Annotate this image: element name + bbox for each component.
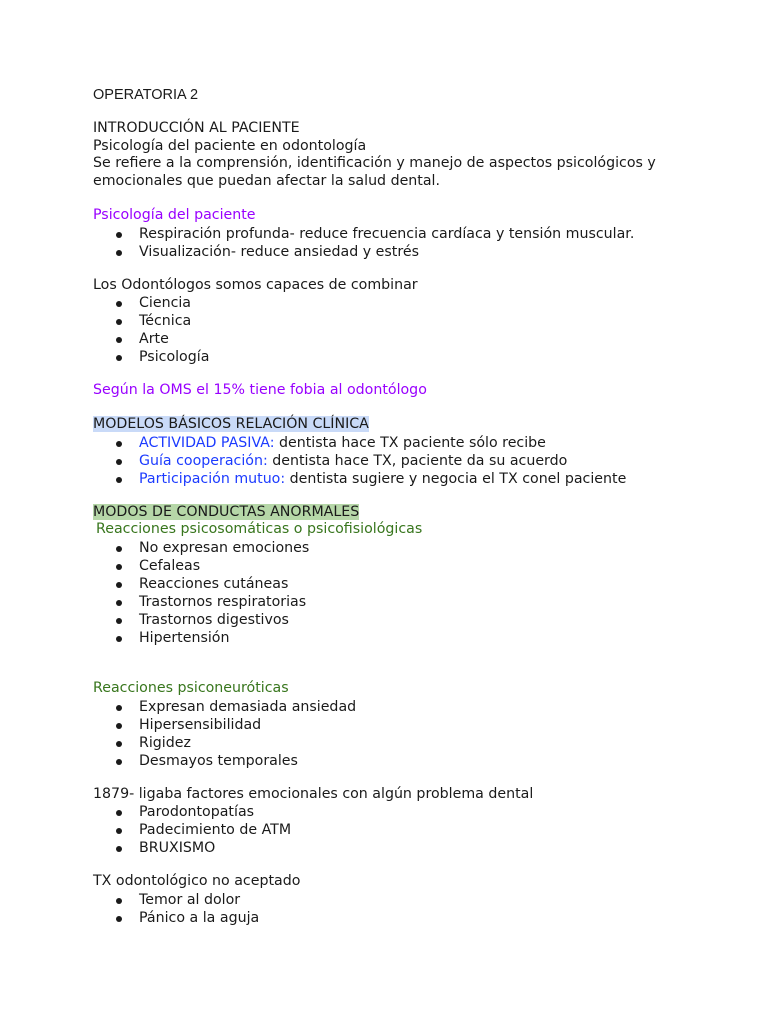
psicologia-list xyxy=(93,225,733,261)
bullet-icon xyxy=(116,301,122,307)
list-item: Trastornos digestivos xyxy=(93,611,733,629)
modelo-term: Participación mutuo: xyxy=(139,470,286,487)
intro-heading: INTRODUCCIÓN AL PACIENTE xyxy=(93,120,300,136)
modelo-desc: dentista hace TX, paciente da su acuerdo xyxy=(267,452,568,469)
list-item: Hipersensibilidad xyxy=(93,716,733,734)
conductas-heading-highlight: MODOS DE CONDUCTAS ANORMALES xyxy=(93,503,360,520)
bullet-icon xyxy=(116,319,122,325)
document-title: OPERATORIA 2 xyxy=(93,87,199,103)
modelos-list xyxy=(93,434,733,488)
combinar-heading: Los Odontólogos somos capaces de combinar xyxy=(93,276,418,293)
psiconeuroticas-heading: Reacciones psiconeuróticas xyxy=(93,680,289,697)
tx-no-aceptado-list xyxy=(93,891,733,927)
bullet-icon xyxy=(116,441,122,447)
ligaba-list xyxy=(93,803,733,857)
psicosomaticas-list xyxy=(93,539,733,647)
bullet-icon xyxy=(116,636,122,642)
list-item: Psicología xyxy=(93,348,733,366)
modelos-heading xyxy=(93,416,733,434)
list-item: Rigidez xyxy=(93,734,733,752)
bullet-icon xyxy=(116,618,122,624)
modelo-desc: dentista sugiere y negocia el TX conel paciente xyxy=(285,470,627,487)
document-page xyxy=(93,86,733,927)
list-item: Hipertensión xyxy=(93,629,733,647)
bullet-icon xyxy=(116,564,122,570)
oms-statement: Según la OMS el 15% tiene fobia al odontólogo xyxy=(93,382,427,399)
list-item: Cefaleas xyxy=(93,557,733,575)
ligaba-heading: 1879- ligaba factores emocionales con algún problema dental xyxy=(93,785,534,802)
bullet-icon xyxy=(116,582,122,588)
bullet-icon xyxy=(116,741,122,747)
bullet-icon xyxy=(116,232,122,238)
bullet-icon xyxy=(116,759,122,765)
bullet-icon xyxy=(116,828,122,834)
bullet-icon xyxy=(116,477,122,483)
conductas-heading xyxy=(93,504,733,522)
list-item: Desmayos temporales xyxy=(93,752,733,770)
list-item: Pánico a la aguja xyxy=(93,909,733,927)
bullet-icon xyxy=(116,916,122,922)
list-item: Expresan demasiada ansiedad xyxy=(93,698,733,716)
bullet-icon xyxy=(116,705,122,711)
bullet-icon xyxy=(116,723,122,729)
bullet-icon xyxy=(116,810,122,816)
list-item: Padecimiento de ATM xyxy=(93,821,733,839)
intro-text-line1: Se refiere a la comprensión, identificación y manejo de aspectos psicológicos y xyxy=(93,155,656,172)
psiconeuroticas-list xyxy=(93,698,733,770)
bullet-icon xyxy=(116,846,122,852)
list-item: BRUXISMO xyxy=(93,839,733,857)
list-item: Visualización- reduce ansiedad y estrés xyxy=(93,243,733,261)
list-item xyxy=(93,470,733,488)
list-item: Parodontopatías xyxy=(93,803,733,821)
combinar-list xyxy=(93,294,733,366)
list-item: Técnica xyxy=(93,312,733,330)
intro-subheading: Psicología del paciente en odontología xyxy=(93,137,367,154)
bullet-icon xyxy=(116,337,122,343)
list-item: Arte xyxy=(93,330,733,348)
intro-text-line2: emocionales que puedan afectar la salud dental. xyxy=(93,173,441,190)
list-item: Respiración profunda- reduce frecuencia cardíaca y tensión muscular. xyxy=(93,225,733,243)
modelo-term: ACTIVIDAD PASIVA: xyxy=(139,434,275,451)
list-item: Trastornos respiratorias xyxy=(93,593,733,611)
tx-no-aceptado-heading: TX odontológico no aceptado xyxy=(93,873,301,890)
bullet-icon xyxy=(116,898,122,904)
list-item: Reacciones cutáneas xyxy=(93,575,733,593)
bullet-icon xyxy=(116,459,122,465)
bullet-icon xyxy=(116,250,122,256)
list-item xyxy=(93,452,733,470)
psicosomaticas-heading: Reacciones psicosomáticas o psicofisiológicas xyxy=(96,521,423,538)
modelos-heading-highlight: MODELOS BÁSICOS RELACIÓN CLÍNICA xyxy=(93,415,369,432)
list-item: Temor al dolor xyxy=(93,891,733,909)
list-item: Ciencia xyxy=(93,294,733,312)
list-item: No expresan emociones xyxy=(93,539,733,557)
modelo-term: Guía cooperación: xyxy=(139,452,268,469)
bullet-icon xyxy=(116,600,122,606)
list-item xyxy=(93,434,733,452)
psicologia-heading: Psicología del paciente xyxy=(93,206,256,223)
bullet-icon xyxy=(116,546,122,552)
modelo-desc: dentista hace TX paciente sólo recibe xyxy=(274,434,546,451)
bullet-icon xyxy=(116,355,122,361)
